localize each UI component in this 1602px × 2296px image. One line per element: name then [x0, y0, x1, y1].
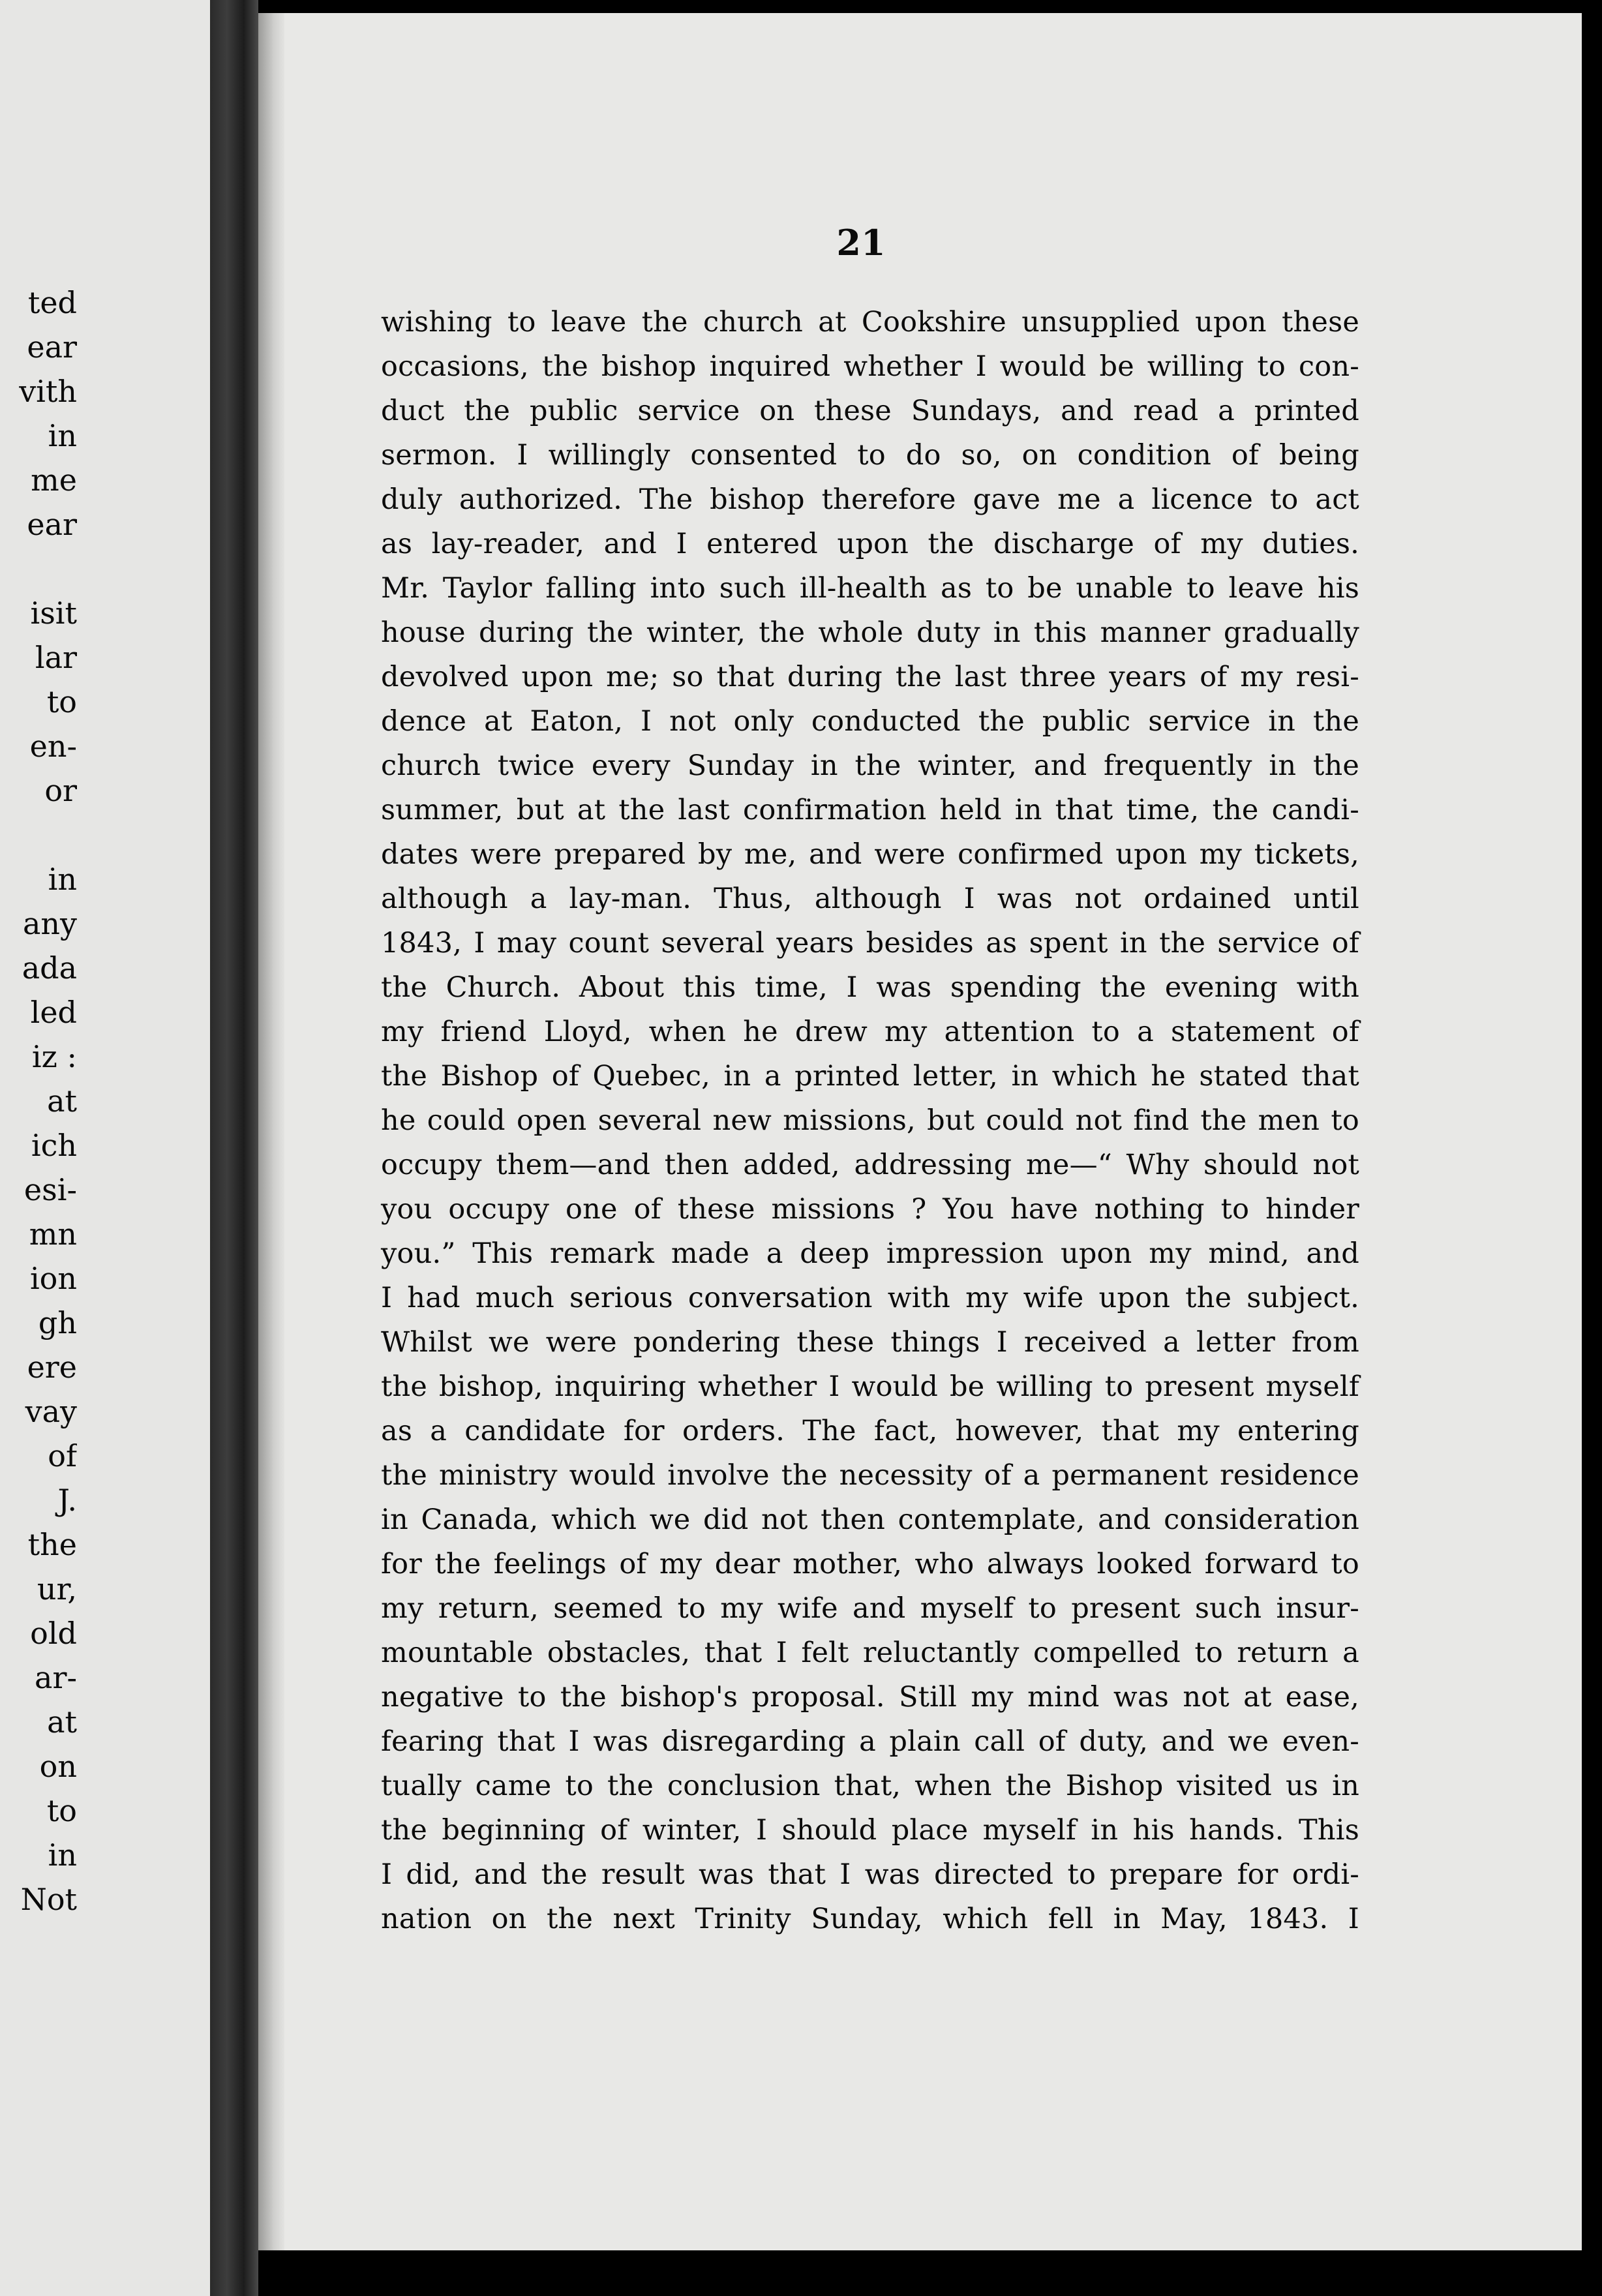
- text-line: my return, seemed to my wife and myself to present such insur-: [381, 1592, 1359, 1625]
- previous-page-line-fragment: at: [47, 1083, 77, 1119]
- text-line: I had much serious conversation with my wife upon the subject.: [381, 1282, 1359, 1314]
- text-line: Whilst we were pondering these things I received a letter from: [381, 1326, 1359, 1359]
- gutter-shadow: [258, 13, 284, 2250]
- text-line: house during the winter, the whole duty in this manner gradually: [381, 616, 1359, 649]
- previous-page-line-fragment: en-: [29, 729, 77, 764]
- previous-page-line-fragment: or: [44, 773, 77, 808]
- text-line: dence at Eaton, I not only conducted the public service in the: [381, 705, 1359, 738]
- previous-page-line-fragment: in: [48, 418, 77, 453]
- text-line: for the feelings of my dear mother, who always looked forward to: [381, 1548, 1359, 1580]
- previous-page-line-fragment: the: [27, 1527, 77, 1562]
- scan-border: [1582, 0, 1602, 2296]
- text-line: duct the public service on these Sundays, and read a printed: [381, 395, 1359, 427]
- text-line: church twice every Sunday in the winter, and frequently in the: [381, 749, 1359, 782]
- text-line: I did, and the result was that I was directed to prepare for ordi-: [381, 1858, 1359, 1891]
- text-line: devolved upon me; so that during the last three years of my resi-: [381, 661, 1359, 693]
- previous-page-line-fragment: of: [48, 1438, 77, 1473]
- previous-page-line-fragment: me: [31, 462, 77, 498]
- text-line: summer, but at the last confirmation held in that time, the candi-: [381, 794, 1359, 826]
- previous-page-line-fragment: [0, 547, 77, 591]
- text-line: as lay-reader, and I entered upon the discharge of my duties.: [381, 528, 1359, 560]
- previous-page-line-fragment: at: [47, 1704, 77, 1740]
- previous-page-line-fragment: iz :: [31, 1039, 77, 1074]
- text-line: nation on the next Trinity Sunday, which fell in May, 1843. I: [381, 1903, 1359, 1935]
- previous-page-line-fragment: old: [30, 1616, 77, 1651]
- previous-page-line-fragment: ur,: [37, 1571, 77, 1607]
- previous-page-line-fragment: in: [48, 1837, 77, 1873]
- text-line: wishing to leave the church at Cookshire unsupplied upon these: [381, 306, 1359, 339]
- previous-page-line-endings: [0, 280, 77, 1963]
- previous-page-line-fragment: on: [39, 1749, 77, 1784]
- text-line: my friend Lloyd, when he drew my attention to a statement of: [381, 1016, 1359, 1048]
- previous-page-line-fragment: ted: [27, 285, 77, 320]
- text-line: the beginning of winter, I should place myself in his hands. This: [381, 1814, 1359, 1847]
- text-line: the bishop, inquiring whether I would be willing to present myself: [381, 1370, 1359, 1403]
- text-line: mountable obstacles, that I felt reluctantly compelled to return a: [381, 1637, 1359, 1669]
- previous-page-line-fragment: gh: [38, 1305, 77, 1340]
- previous-page-line-fragment: in: [48, 862, 77, 897]
- page-body-text: [381, 300, 1359, 1941]
- text-line: occupy them—and then added, addressing me—“ Why should not: [381, 1149, 1359, 1181]
- text-line: 1843, I may count several years besides as spent in the service of: [381, 927, 1359, 959]
- previous-page-line-fragment: ion: [29, 1261, 77, 1296]
- previous-page-fragment: [0, 0, 210, 2296]
- previous-page-line-fragment: to: [46, 1793, 77, 1828]
- text-line: although a lay-man. Thus, although I was not ordained until: [381, 883, 1359, 915]
- previous-page-line-fragment: ich: [31, 1128, 77, 1163]
- previous-page-line-fragment: J.: [57, 1483, 77, 1518]
- previous-page-line-fragment: ear: [27, 329, 77, 365]
- text-line: the ministry would involve the necessity of a permanent residence: [381, 1459, 1359, 1492]
- text-line: you occupy one of these missions ? You have nothing to hinder: [381, 1193, 1359, 1226]
- previous-page-line-fragment: mn: [29, 1216, 77, 1252]
- previous-page-line-fragment: ada: [22, 950, 77, 986]
- text-line: the Church. About this time, I was spending the evening with: [381, 971, 1359, 1004]
- text-line: duly authorized. The bishop therefore gave me a licence to act: [381, 483, 1359, 516]
- previous-page-line-fragment: led: [30, 995, 77, 1030]
- previous-page-line-fragment: ere: [27, 1350, 77, 1385]
- previous-page-line-fragment: to: [46, 684, 77, 719]
- text-line: Mr. Taylor falling into such ill-health as to be unable to leave his: [381, 572, 1359, 605]
- previous-page-line-fragment: vay: [25, 1394, 77, 1429]
- text-line: tually came to the conclusion that, when the Bishop visited us in: [381, 1770, 1359, 1802]
- text-line: dates were prepared by me, and were confirmed upon my tickets,: [381, 838, 1359, 871]
- book-gutter: [210, 0, 258, 2296]
- text-line: in Canada, which we did not then contemplate, and consideration: [381, 1503, 1359, 1536]
- text-line: the Bishop of Quebec, in a printed letter, in which he stated that: [381, 1060, 1359, 1093]
- previous-page-line-fragment: any: [22, 906, 77, 941]
- text-line: sermon. I willingly consented to do so, on condition of being: [381, 439, 1359, 472]
- previous-page-line-fragment: ear: [27, 507, 77, 542]
- text-line: fearing that I was disregarding a plain call of duty, and we even-: [381, 1725, 1359, 1758]
- text-line: he could open several new missions, but could not find the men to: [381, 1104, 1359, 1137]
- previous-page-line-fragment: ar-: [35, 1660, 77, 1695]
- text-line: as a candidate for orders. The fact, however, that my entering: [381, 1415, 1359, 1447]
- previous-page-line-fragment: isit: [30, 596, 77, 631]
- text-line: negative to the bishop's proposal. Still my mind was not at ease,: [381, 1681, 1359, 1714]
- previous-page-line-fragment: vith: [19, 374, 77, 409]
- page-number: 21: [836, 222, 886, 264]
- text-line: you.” This remark made a deep impression upon my mind, and: [381, 1237, 1359, 1270]
- previous-page-line-fragment: Not: [20, 1882, 77, 1917]
- previous-page-line-fragment: lar: [35, 640, 77, 675]
- text-line: occasions, the bishop inquired whether I would be willing to con-: [381, 350, 1359, 383]
- previous-page-line-fragment: esi-: [23, 1172, 77, 1207]
- previous-page-line-fragment: [0, 813, 77, 857]
